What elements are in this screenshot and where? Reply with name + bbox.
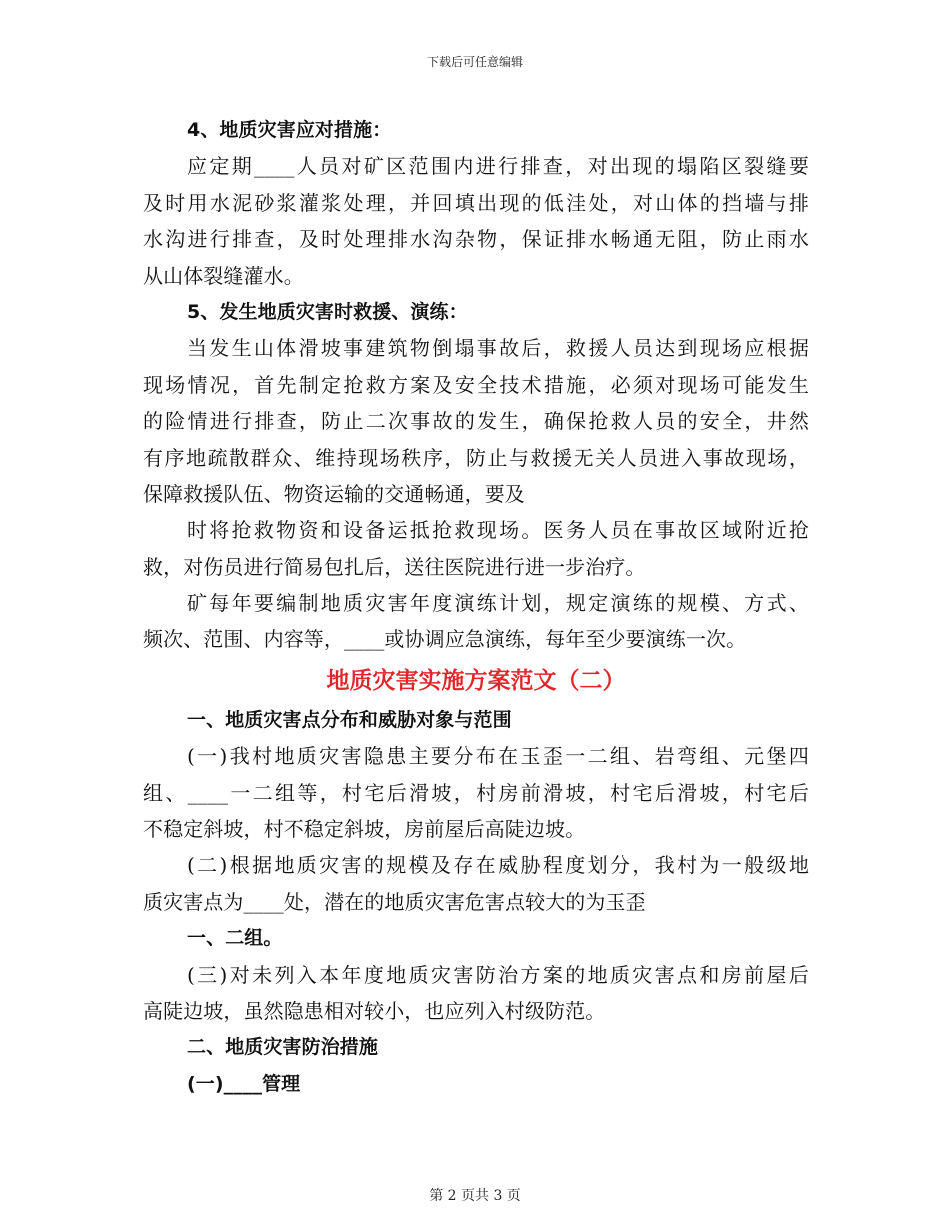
paragraph-line: 不稳定斜坡，村不稳定斜坡，房前屋后高陡边坡。	[143, 817, 586, 842]
section-heading: 5、发生地质灾害时救援、演练：	[187, 300, 468, 323]
page-header: 下载后可任意编辑	[426, 55, 523, 69]
document-title: 地质灾害实施方案范文（二）	[326, 667, 626, 694]
paragraph-line: 现场情况，首先制定抢救方案及安全技术措施，必须对现场可能发生	[143, 372, 809, 397]
paragraph-line: 组、____一二组等，村宅后滑坡，村房前滑坡，村宅后滑坡，村宅后	[143, 780, 809, 805]
paragraph-line: 的险情进行排查，防止二次事故的发生，确保抢救人员的安全，井然	[143, 409, 809, 434]
section-heading: (一)____管理	[187, 1072, 301, 1095]
paragraph-line: 应定期____人员对矿区范围内进行排查，对出现的塌陷区裂缝要	[187, 154, 809, 179]
paragraph-line: 当发生山体滑坡事建筑物倒塌事故后，救援人员达到现场应根据	[187, 336, 809, 361]
paragraph-line: (二)根据地质灾害的规模及存在威胁程度划分，我村为一般级地	[187, 853, 809, 878]
page-footer: 第 2 页共 3 页	[429, 1188, 521, 1204]
paragraph-line: 质灾害点为____处，潜在的地质灾害危害点较大的为玉歪	[143, 889, 646, 914]
document-body	[143, 112, 809, 1102]
paragraph-line: (三)对未列入本年度地质灾害防治方案的地质灾害点和房前屋后	[187, 962, 809, 987]
paragraph-line: (一)我村地质灾害隐患主要分布在玉歪一二组、岩弯组、元堡四	[187, 744, 809, 769]
paragraph-line: 高陡边坡，虽然隐患相对较小，也应列入村级防范。	[143, 998, 606, 1023]
paragraph-line: 及时用水泥砂浆灌浆处理，并回填出现的低洼处，对山体的挡墙与排	[143, 190, 809, 215]
paragraph-line: 保障救援队伍、物资运输的交通畅通，要及	[143, 481, 525, 506]
paragraph-line: 水沟进行排查，及时处理排水沟杂物，保证排水畅通无阻，防止雨水	[143, 227, 809, 252]
section-heading: 二、地质灾害防治措施	[187, 1036, 379, 1059]
paragraph-line: 救，对伤员进行简易包扎后，送往医院进行进一步治疗。	[143, 554, 646, 579]
paragraph-line: 有序地疏散群众、维持现场秩序，防止与救援无关人员进入事故现场，	[143, 445, 809, 470]
section-heading: 一、地质灾害点分布和威胁对象与范围	[187, 708, 512, 731]
paragraph-line: 从山体裂缝灌水。	[143, 263, 304, 288]
section-heading: 一、二组。	[187, 927, 283, 950]
paragraph-line: 时将抢救物资和设备运抵抢救现场。医务人员在事故区域附近抢	[187, 518, 809, 543]
paragraph-line: 频次、范围、内容等，____或协调应急演练，每年至少要演练一次。	[143, 627, 747, 652]
section-heading: 4、地质灾害应对措施：	[187, 119, 392, 141]
paragraph-line: 矿每年要编制地质灾害年度演练计划，规定演练的规模、方式、	[187, 591, 809, 616]
